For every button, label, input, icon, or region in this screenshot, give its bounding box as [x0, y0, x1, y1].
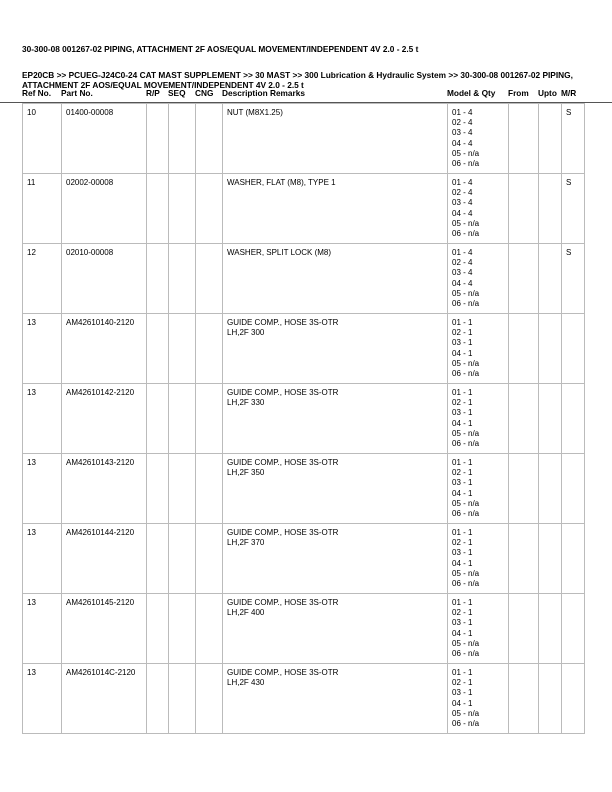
upto-cell: [539, 664, 562, 734]
column-header: R/P: [146, 88, 160, 98]
cng-cell: [196, 664, 223, 734]
from-cell: [509, 244, 539, 314]
parts-table: [22, 103, 585, 734]
cng-cell: [196, 314, 223, 384]
model-qty-cell: 01 - 1 02 - 1 03 - 1 04 - 1 05 - n/a 06 - n/a: [448, 594, 509, 664]
part-no-cell: AM4261014C-2120: [62, 664, 147, 734]
ref-cell: 13: [23, 524, 62, 594]
description-cell: WASHER, SPLIT LOCK (M8): [223, 244, 448, 314]
part-no-cell: AM42610144-2120: [62, 524, 147, 594]
description-cell: WASHER, FLAT (M8), TYPE 1: [223, 174, 448, 244]
model-qty-cell: 01 - 1 02 - 1 03 - 1 04 - 1 05 - n/a 06 - n/a: [448, 664, 509, 734]
ref-cell: 10: [23, 104, 62, 174]
mr-cell: [562, 594, 585, 664]
seq-cell: [169, 664, 196, 734]
from-cell: [509, 104, 539, 174]
upto-cell: [539, 384, 562, 454]
model-qty-cell: 01 - 1 02 - 1 03 - 1 04 - 1 05 - n/a 06 - n/a: [448, 314, 509, 384]
model-qty-cell: 01 - 1 02 - 1 03 - 1 04 - 1 05 - n/a 06 - n/a: [448, 454, 509, 524]
page-title: 30-300-08 001267-02 PIPING, ATTACHMENT 2F AOS/EQUAL MOVEMENT/INDEPENDENT 4V 2.0 - 2.5 t: [22, 44, 419, 54]
from-cell: [509, 314, 539, 384]
model-qty-cell: 01 - 4 02 - 4 03 - 4 04 - 4 05 - n/a 06 - n/a: [448, 174, 509, 244]
ref-cell: 13: [23, 314, 62, 384]
ref-cell: 11: [23, 174, 62, 244]
from-cell: [509, 594, 539, 664]
column-header: SEQ: [168, 88, 186, 98]
column-header: From: [508, 88, 529, 98]
upto-cell: [539, 174, 562, 244]
ref-cell: 13: [23, 454, 62, 524]
table-row: [23, 454, 585, 524]
model-qty-cell: 01 - 1 02 - 1 03 - 1 04 - 1 05 - n/a 06 - n/a: [448, 524, 509, 594]
ref-cell: 12: [23, 244, 62, 314]
table-row: [23, 314, 585, 384]
seq-cell: [169, 454, 196, 524]
table-row: [23, 664, 585, 734]
mr-cell: [562, 384, 585, 454]
part-no-cell: AM42610142-2120: [62, 384, 147, 454]
mr-cell: S: [562, 244, 585, 314]
cng-cell: [196, 524, 223, 594]
description-cell: GUIDE COMP., HOSE 3S-OTR LH,2F 330: [223, 384, 448, 454]
upto-cell: [539, 524, 562, 594]
model-qty-cell: 01 - 4 02 - 4 03 - 4 04 - 4 05 - n/a 06 - n/a: [448, 104, 509, 174]
table-row: [23, 594, 585, 664]
model-qty-cell: 01 - 1 02 - 1 03 - 1 04 - 1 05 - n/a 06 - n/a: [448, 384, 509, 454]
column-header: CNG: [195, 88, 214, 98]
ref-cell: 13: [23, 664, 62, 734]
upto-cell: [539, 314, 562, 384]
description-cell: GUIDE COMP., HOSE 3S-OTR LH,2F 430: [223, 664, 448, 734]
mr-cell: [562, 314, 585, 384]
rp-cell: [147, 244, 169, 314]
seq-cell: [169, 104, 196, 174]
column-header: M/R: [561, 88, 577, 98]
table-row: [23, 384, 585, 454]
description-cell: GUIDE COMP., HOSE 3S-OTR LH,2F 300: [223, 314, 448, 384]
cng-cell: [196, 384, 223, 454]
rp-cell: [147, 524, 169, 594]
rp-cell: [147, 454, 169, 524]
mr-cell: S: [562, 104, 585, 174]
from-cell: [509, 664, 539, 734]
rp-cell: [147, 174, 169, 244]
description-cell: GUIDE COMP., HOSE 3S-OTR LH,2F 370: [223, 524, 448, 594]
table-row: [23, 104, 585, 174]
cng-cell: [196, 104, 223, 174]
seq-cell: [169, 314, 196, 384]
upto-cell: [539, 104, 562, 174]
rp-cell: [147, 314, 169, 384]
breadcrumb: EP20CB >> PCUEG-J24C0-24 CAT MAST SUPPLEMENT >> 30 MAST >> 300 Lubrication & Hydraulic System >> 30-300-08 001267-02 PIPING, ATTACHMENT 2F AOS/EQUAL MOVEMENT/INDEPENDENT 4V 2.0 - 2.5 t: [22, 70, 573, 90]
from-cell: [509, 524, 539, 594]
mr-cell: [562, 454, 585, 524]
cng-cell: [196, 174, 223, 244]
column-header: Ref No.: [22, 88, 52, 98]
ref-cell: 13: [23, 594, 62, 664]
rp-cell: [147, 104, 169, 174]
seq-cell: [169, 524, 196, 594]
table-header: [22, 88, 612, 102]
description-cell: GUIDE COMP., HOSE 3S-OTR LH,2F 400: [223, 594, 448, 664]
seq-cell: [169, 244, 196, 314]
model-qty-cell: 01 - 4 02 - 4 03 - 4 04 - 4 05 - n/a 06 - n/a: [448, 244, 509, 314]
table-row: [23, 174, 585, 244]
seq-cell: [169, 174, 196, 244]
from-cell: [509, 174, 539, 244]
from-cell: [509, 384, 539, 454]
column-header: Model & Qty: [447, 88, 496, 98]
mr-cell: S: [562, 174, 585, 244]
rp-cell: [147, 664, 169, 734]
seq-cell: [169, 594, 196, 664]
column-header: Part No.: [61, 88, 93, 98]
part-no-cell: AM42610143-2120: [62, 454, 147, 524]
mr-cell: [562, 664, 585, 734]
cng-cell: [196, 244, 223, 314]
cng-cell: [196, 594, 223, 664]
upto-cell: [539, 594, 562, 664]
part-no-cell: AM42610145-2120: [62, 594, 147, 664]
part-no-cell: 01400-00008: [62, 104, 147, 174]
rp-cell: [147, 594, 169, 664]
column-header: Description Remarks: [222, 88, 306, 98]
part-no-cell: AM42610140-2120: [62, 314, 147, 384]
rp-cell: [147, 384, 169, 454]
description-cell: GUIDE COMP., HOSE 3S-OTR LH,2F 350: [223, 454, 448, 524]
table-row: [23, 524, 585, 594]
column-header: Upto: [538, 88, 557, 98]
part-no-cell: 02002-00008: [62, 174, 147, 244]
ref-cell: 13: [23, 384, 62, 454]
upto-cell: [539, 454, 562, 524]
cng-cell: [196, 454, 223, 524]
upto-cell: [539, 244, 562, 314]
seq-cell: [169, 384, 196, 454]
table-row: [23, 244, 585, 314]
mr-cell: [562, 524, 585, 594]
description-cell: NUT (M8X1.25): [223, 104, 448, 174]
from-cell: [509, 454, 539, 524]
part-no-cell: 02010-00008: [62, 244, 147, 314]
